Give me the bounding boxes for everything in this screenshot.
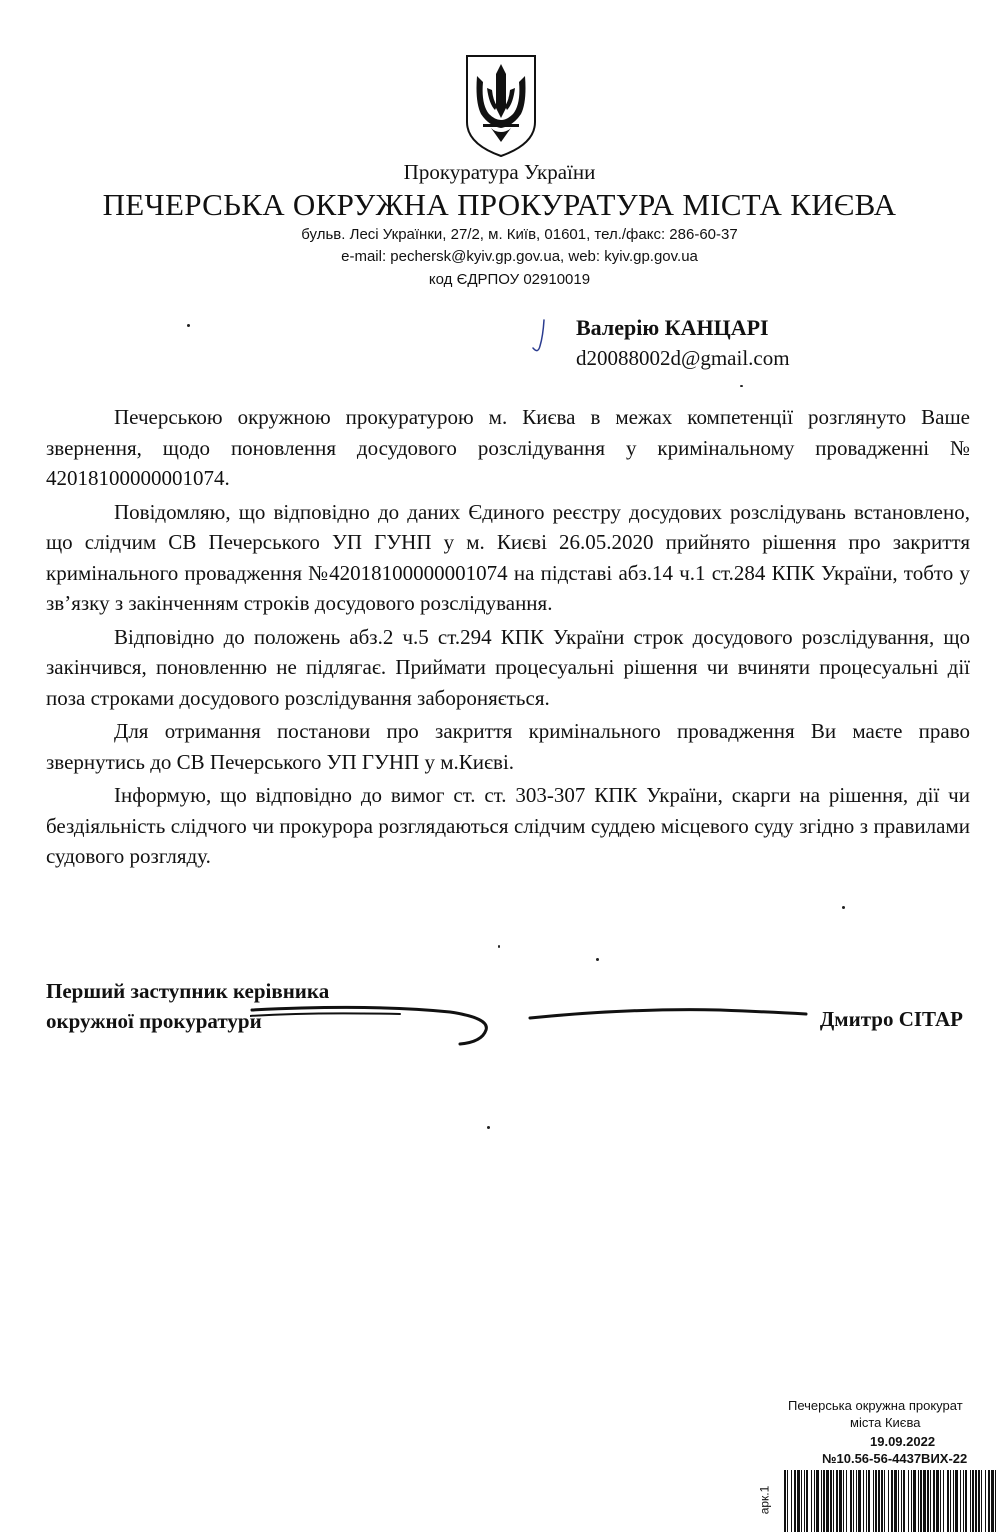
barcode-bar — [875, 1470, 877, 1532]
signatory-title-line: Перший заступник керівника — [46, 979, 330, 1003]
barcode-bar — [927, 1470, 929, 1532]
organization-address: бульв. Лесі Українки, 27/2, м. Київ, 01601, тел./факс: 286-60-37 — [301, 226, 738, 243]
barcode-bar — [811, 1470, 812, 1532]
barcode-bar — [981, 1470, 982, 1532]
scan-speck — [842, 906, 845, 909]
barcode-bar — [839, 1470, 842, 1532]
barcode-bar — [898, 1470, 899, 1532]
organization-name: ПЕЧЕРСЬКА ОКРУЖНА ПРОКУРАТУРА МІСТА КИЄВА — [102, 187, 897, 222]
barcode-bar — [988, 1470, 990, 1532]
signatory-title-line: окружної прокуратури — [46, 1009, 262, 1033]
body-paragraph: Печерською окружною прокуратурою м. Києва в межах компетенції розглянуто Ваше звернення, щодо поновлення досудового розслідування у кримінальному провадженні № 42018100000001074. — [46, 405, 970, 490]
barcode-bar — [888, 1470, 889, 1532]
barcode-bar — [995, 1470, 996, 1532]
barcode-bar — [836, 1470, 838, 1532]
barcode-bar — [933, 1470, 935, 1532]
barcode-bar — [972, 1470, 974, 1532]
trident-coat-of-arms-icon — [463, 52, 539, 158]
barcode-bar — [947, 1470, 949, 1532]
barcode-bar — [858, 1470, 861, 1532]
barcode-bar — [923, 1470, 926, 1532]
barcode-bar — [797, 1470, 800, 1532]
barcode-bar — [936, 1470, 939, 1532]
scan-speck — [487, 1126, 490, 1129]
barcode-bar — [823, 1470, 825, 1532]
scan-speck — [187, 324, 190, 327]
barcode-bar — [804, 1470, 805, 1532]
barcode-bar — [978, 1470, 980, 1532]
barcode-bar — [930, 1470, 931, 1532]
body-paragraph: Відповідно до положень абз.2 ч.5 ст.294 КПК України строк досудового розслідування, що закінчився, поновленню не підлягає. Приймати процесуальні рішення чи вчиняти процесуальні дії поза строками досудового розслідування забороняється. — [46, 624, 970, 710]
barcode-bar — [903, 1470, 905, 1532]
barcode-bar — [794, 1470, 796, 1532]
scan-speck — [498, 945, 500, 948]
barcode-bar — [901, 1470, 902, 1532]
signatory-name: Дмитро СІТАР — [819, 1007, 963, 1031]
barcode-bar — [911, 1470, 912, 1532]
barcode-bar — [784, 1470, 786, 1532]
barcode-bar — [943, 1470, 944, 1532]
barcode-bar — [833, 1470, 834, 1532]
letter-body — [46, 402, 970, 875]
barcode-bar — [985, 1470, 986, 1532]
barcode-bar — [975, 1470, 977, 1532]
stamp-date: 19.09.2022 — [870, 1434, 936, 1449]
body-paragraph: Інформую, що відповідно до вимог ст. ст. 303-307 КПК України, скарги на рішення, дії чи бездіяльність слідчого чи прокурора розглядаються слідчим суддею місцевого суду згідно з правилами судового розгляду. — [46, 783, 970, 868]
recipient-email: d20088002d@gmail.com — [576, 346, 790, 370]
barcode-bar — [953, 1470, 954, 1532]
barcode-bar — [878, 1470, 880, 1532]
barcode-bar — [873, 1470, 874, 1532]
handwritten-signature — [250, 990, 810, 1050]
barcode-bar — [806, 1470, 808, 1532]
organization-edrpou-code: код ЄДРПОУ 02910019 — [428, 271, 591, 288]
barcode-bar — [846, 1470, 847, 1532]
stamp-sheet-label: арк.1 — [757, 1485, 772, 1515]
barcode-bar — [963, 1470, 964, 1532]
barcode-bar — [955, 1470, 958, 1532]
barcode-bar — [920, 1470, 922, 1532]
recipient-name: Валерію КАНЦАРІ — [576, 315, 769, 340]
stamp-organization-city: міста Києва — [850, 1415, 921, 1430]
barcode-bar — [940, 1470, 941, 1532]
barcode-bar — [801, 1470, 802, 1532]
barcode-bar — [863, 1470, 864, 1532]
barcode-bar — [866, 1470, 867, 1532]
barcode-bar — [884, 1470, 885, 1532]
stamp-outgoing-number: №10.56-56-4437ВИХ-22 — [822, 1451, 968, 1466]
barcode-bar — [821, 1470, 822, 1532]
barcode-bar — [843, 1470, 844, 1532]
barcode-bar — [960, 1470, 961, 1532]
scan-speck — [740, 385, 743, 387]
scan-speck — [596, 958, 599, 961]
barcode-bar — [913, 1470, 916, 1532]
barcode-bar — [787, 1470, 788, 1532]
organization-contacts: e-mail: pechersk@kyiv.gp.gov.ua, web: kyiv.gp.gov.ua — [341, 248, 698, 265]
barcode-bar — [908, 1470, 909, 1532]
barcode-bar — [991, 1470, 994, 1532]
barcode-bar — [918, 1470, 919, 1532]
barcode-bar — [853, 1470, 854, 1532]
body-paragraph: Для отримання постанови про закриття кримінального провадження Ви маєте право звернутись до СВ Печерського УП ГУНП у м.Києві. — [46, 719, 970, 774]
barcode-bar — [826, 1470, 829, 1532]
barcode-icon — [782, 1470, 999, 1532]
barcode-bar — [856, 1470, 857, 1532]
barcode-bar — [868, 1470, 870, 1532]
body-paragraph: Повідомляю, що відповідно до даних Єдиного реєстру досудових розслідувань встановлено, що слідчим СВ Печерського УП ГУНП у м. Києві 26.05.2020 прийнято рішення про закриття кримінального провадження №42018100000001074 на підставі абз.14 ч.1 ст.284 КПК України, тобто у зв’язку з закінченням строків досудового розслідування. — [46, 499, 970, 615]
barcode-bar — [970, 1470, 971, 1532]
barcode-bar — [830, 1470, 832, 1532]
stamp-organization: Печерська окружна прокурат — [788, 1398, 963, 1413]
barcode-bar — [965, 1470, 967, 1532]
barcode-bar — [881, 1470, 883, 1532]
handwritten-tick-mark — [528, 318, 550, 358]
barcode-bar — [894, 1470, 897, 1532]
barcode-bar — [816, 1470, 819, 1532]
registration-stamp — [757, 1398, 999, 1534]
recipient-block — [576, 313, 790, 373]
parent-organization: Прокуратура України — [403, 160, 596, 184]
barcode-bar — [891, 1470, 893, 1532]
barcode-bar — [850, 1470, 852, 1532]
barcode-bar — [791, 1470, 792, 1532]
barcode-bar — [814, 1470, 815, 1532]
barcode-bar — [950, 1470, 951, 1532]
